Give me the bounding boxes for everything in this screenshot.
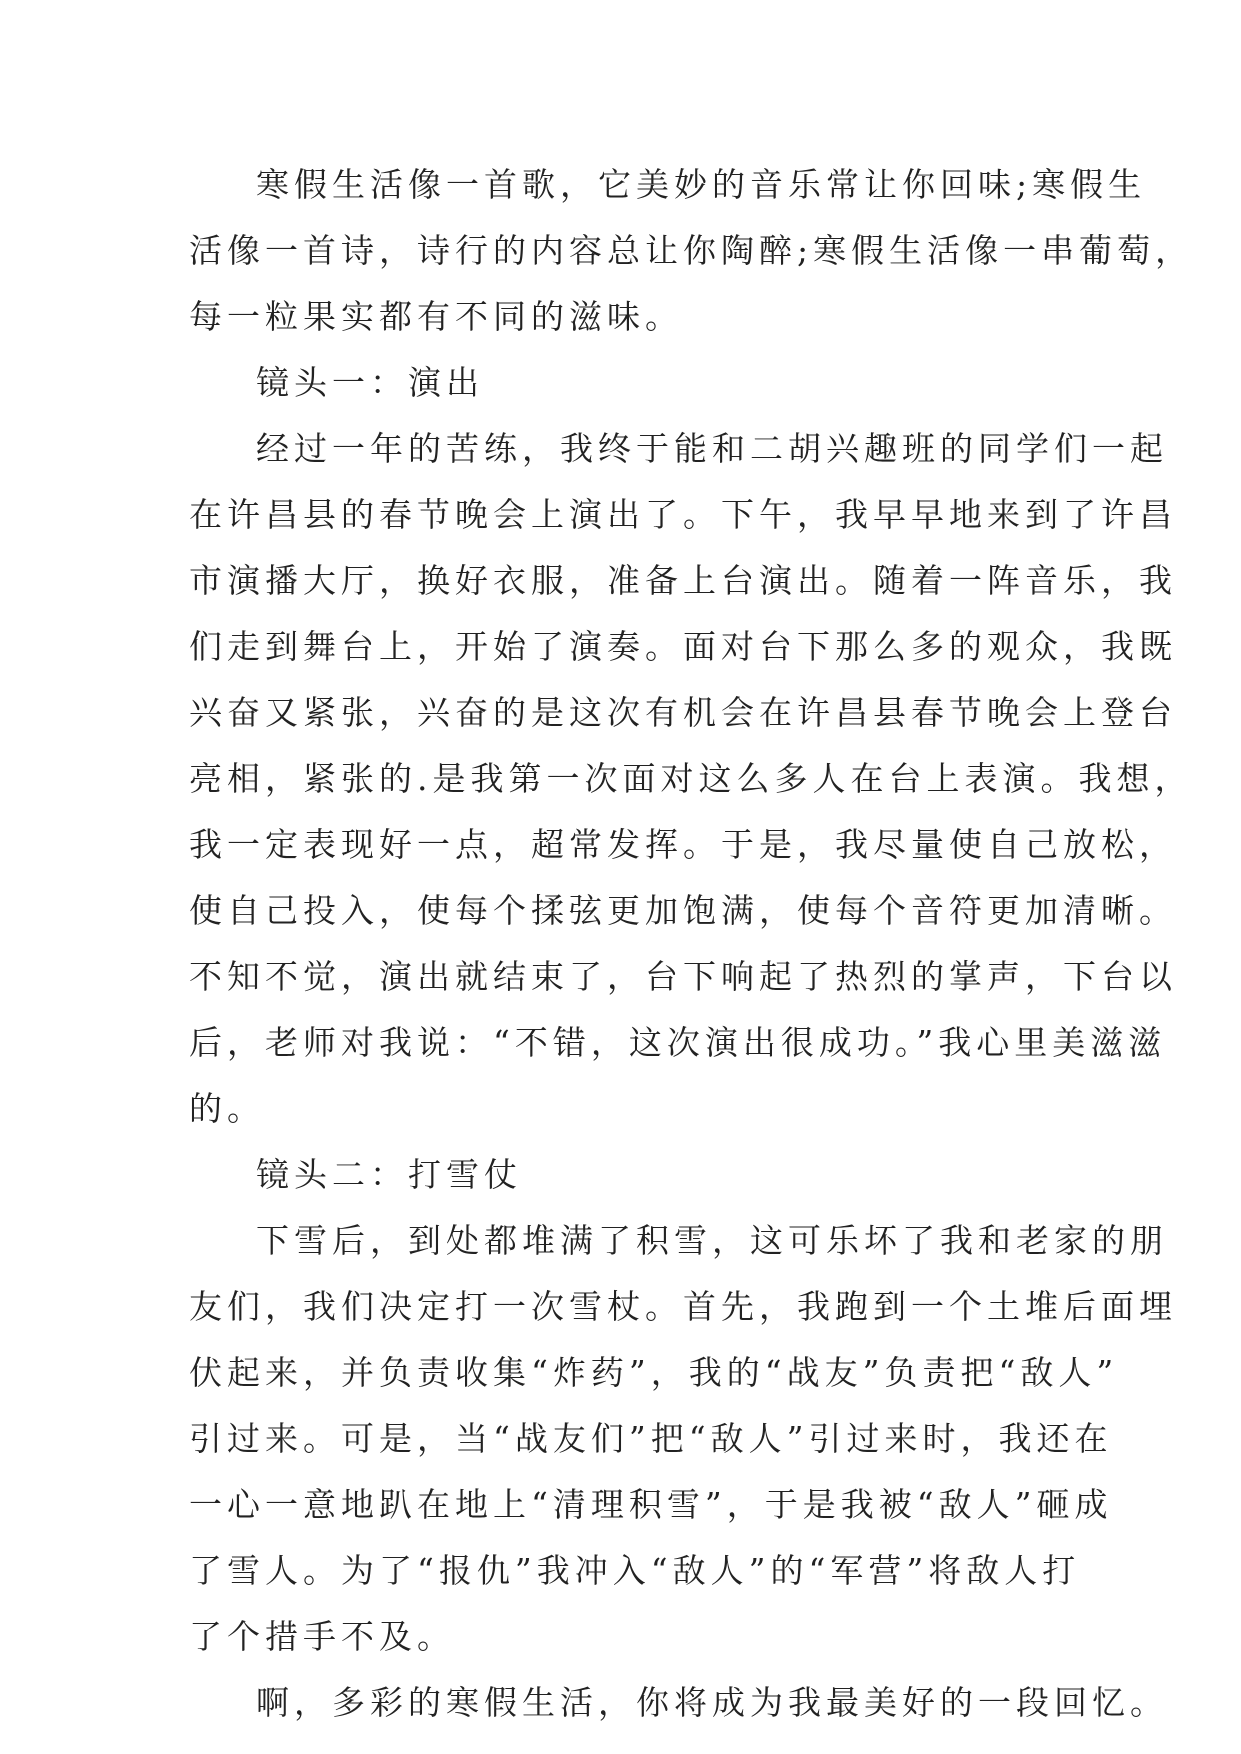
scene1-line: 我一定表现好一点，超常发挥。于是，我尽量使自己放松， [189, 825, 1177, 864]
scene2-line: 了个措手不及。 [189, 1617, 455, 1656]
scene1-line: 后，老师对我说：“不错，这次演出很成功。”我心里美滋滋 [189, 1023, 1167, 1062]
scene1-line: 的。 [189, 1089, 265, 1128]
scene1-line: 市演播大厅，换好衣服，准备上台演出。随着一阵音乐，我 [189, 561, 1177, 600]
scene1-line: 使自己投入，使每个揉弦更加饱满，使每个音符更加清晰。 [189, 891, 1177, 930]
conclusion-line: 啊，多彩的寒假生活，你将成为我最美好的一段回忆。 [256, 1683, 1168, 1722]
scene2-line: 下雪后，到处都堆满了积雪，这可乐坏了我和老家的朋 [256, 1221, 1168, 1260]
scene1-line: 们走到舞台上，开始了演奏。面对台下那么多的观众，我既 [189, 627, 1177, 666]
scene2-line: 一心一意地趴在地上“清理积雪”，于是我被“敌人”砸成 [189, 1485, 1113, 1524]
intro-line: 每一粒果实都有不同的滋味。 [189, 297, 683, 336]
intro-line: 寒假生活像一首歌，它美妙的音乐常让你回味;寒假生 [256, 165, 1147, 204]
scene2-heading: 镜头二：打雪仗 [256, 1155, 522, 1194]
scene1-line: 不知不觉，演出就结束了，台下响起了热烈的掌声，下台以 [189, 957, 1177, 996]
scene1-heading: 镜头一：演出 [256, 363, 484, 402]
scene1-line: 兴奋又紧张，兴奋的是这次有机会在许昌县春节晚会上登台 [189, 693, 1177, 732]
scene2-line: 引过来。可是，当“战友们”把“敌人”引过来时，我还在 [189, 1419, 1113, 1458]
scene1-line: 亮相，紧张的.是我第一次面对这么多人在台上表演。我想， [189, 759, 1193, 798]
intro-line: 活像一首诗，诗行的内容总让你陶醉;寒假生活像一串葡萄， [189, 231, 1194, 270]
scene2-line: 伏起来，并负责收集“炸药”，我的“战友”负责把“敌人” [189, 1353, 1119, 1392]
scene1-line: 经过一年的苦练，我终于能和二胡兴趣班的同学们一起 [256, 429, 1168, 468]
scene2-line: 友们，我们决定打一次雪杖。首先，我跑到一个土堆后面埋 [189, 1287, 1177, 1326]
scene1-line: 在许昌县的春节晚会上演出了。下午，我早早地来到了许昌 [189, 495, 1177, 534]
scene2-line: 了雪人。为了“报仇”我冲入“敌人”的“军营”将敌人打 [189, 1551, 1081, 1590]
